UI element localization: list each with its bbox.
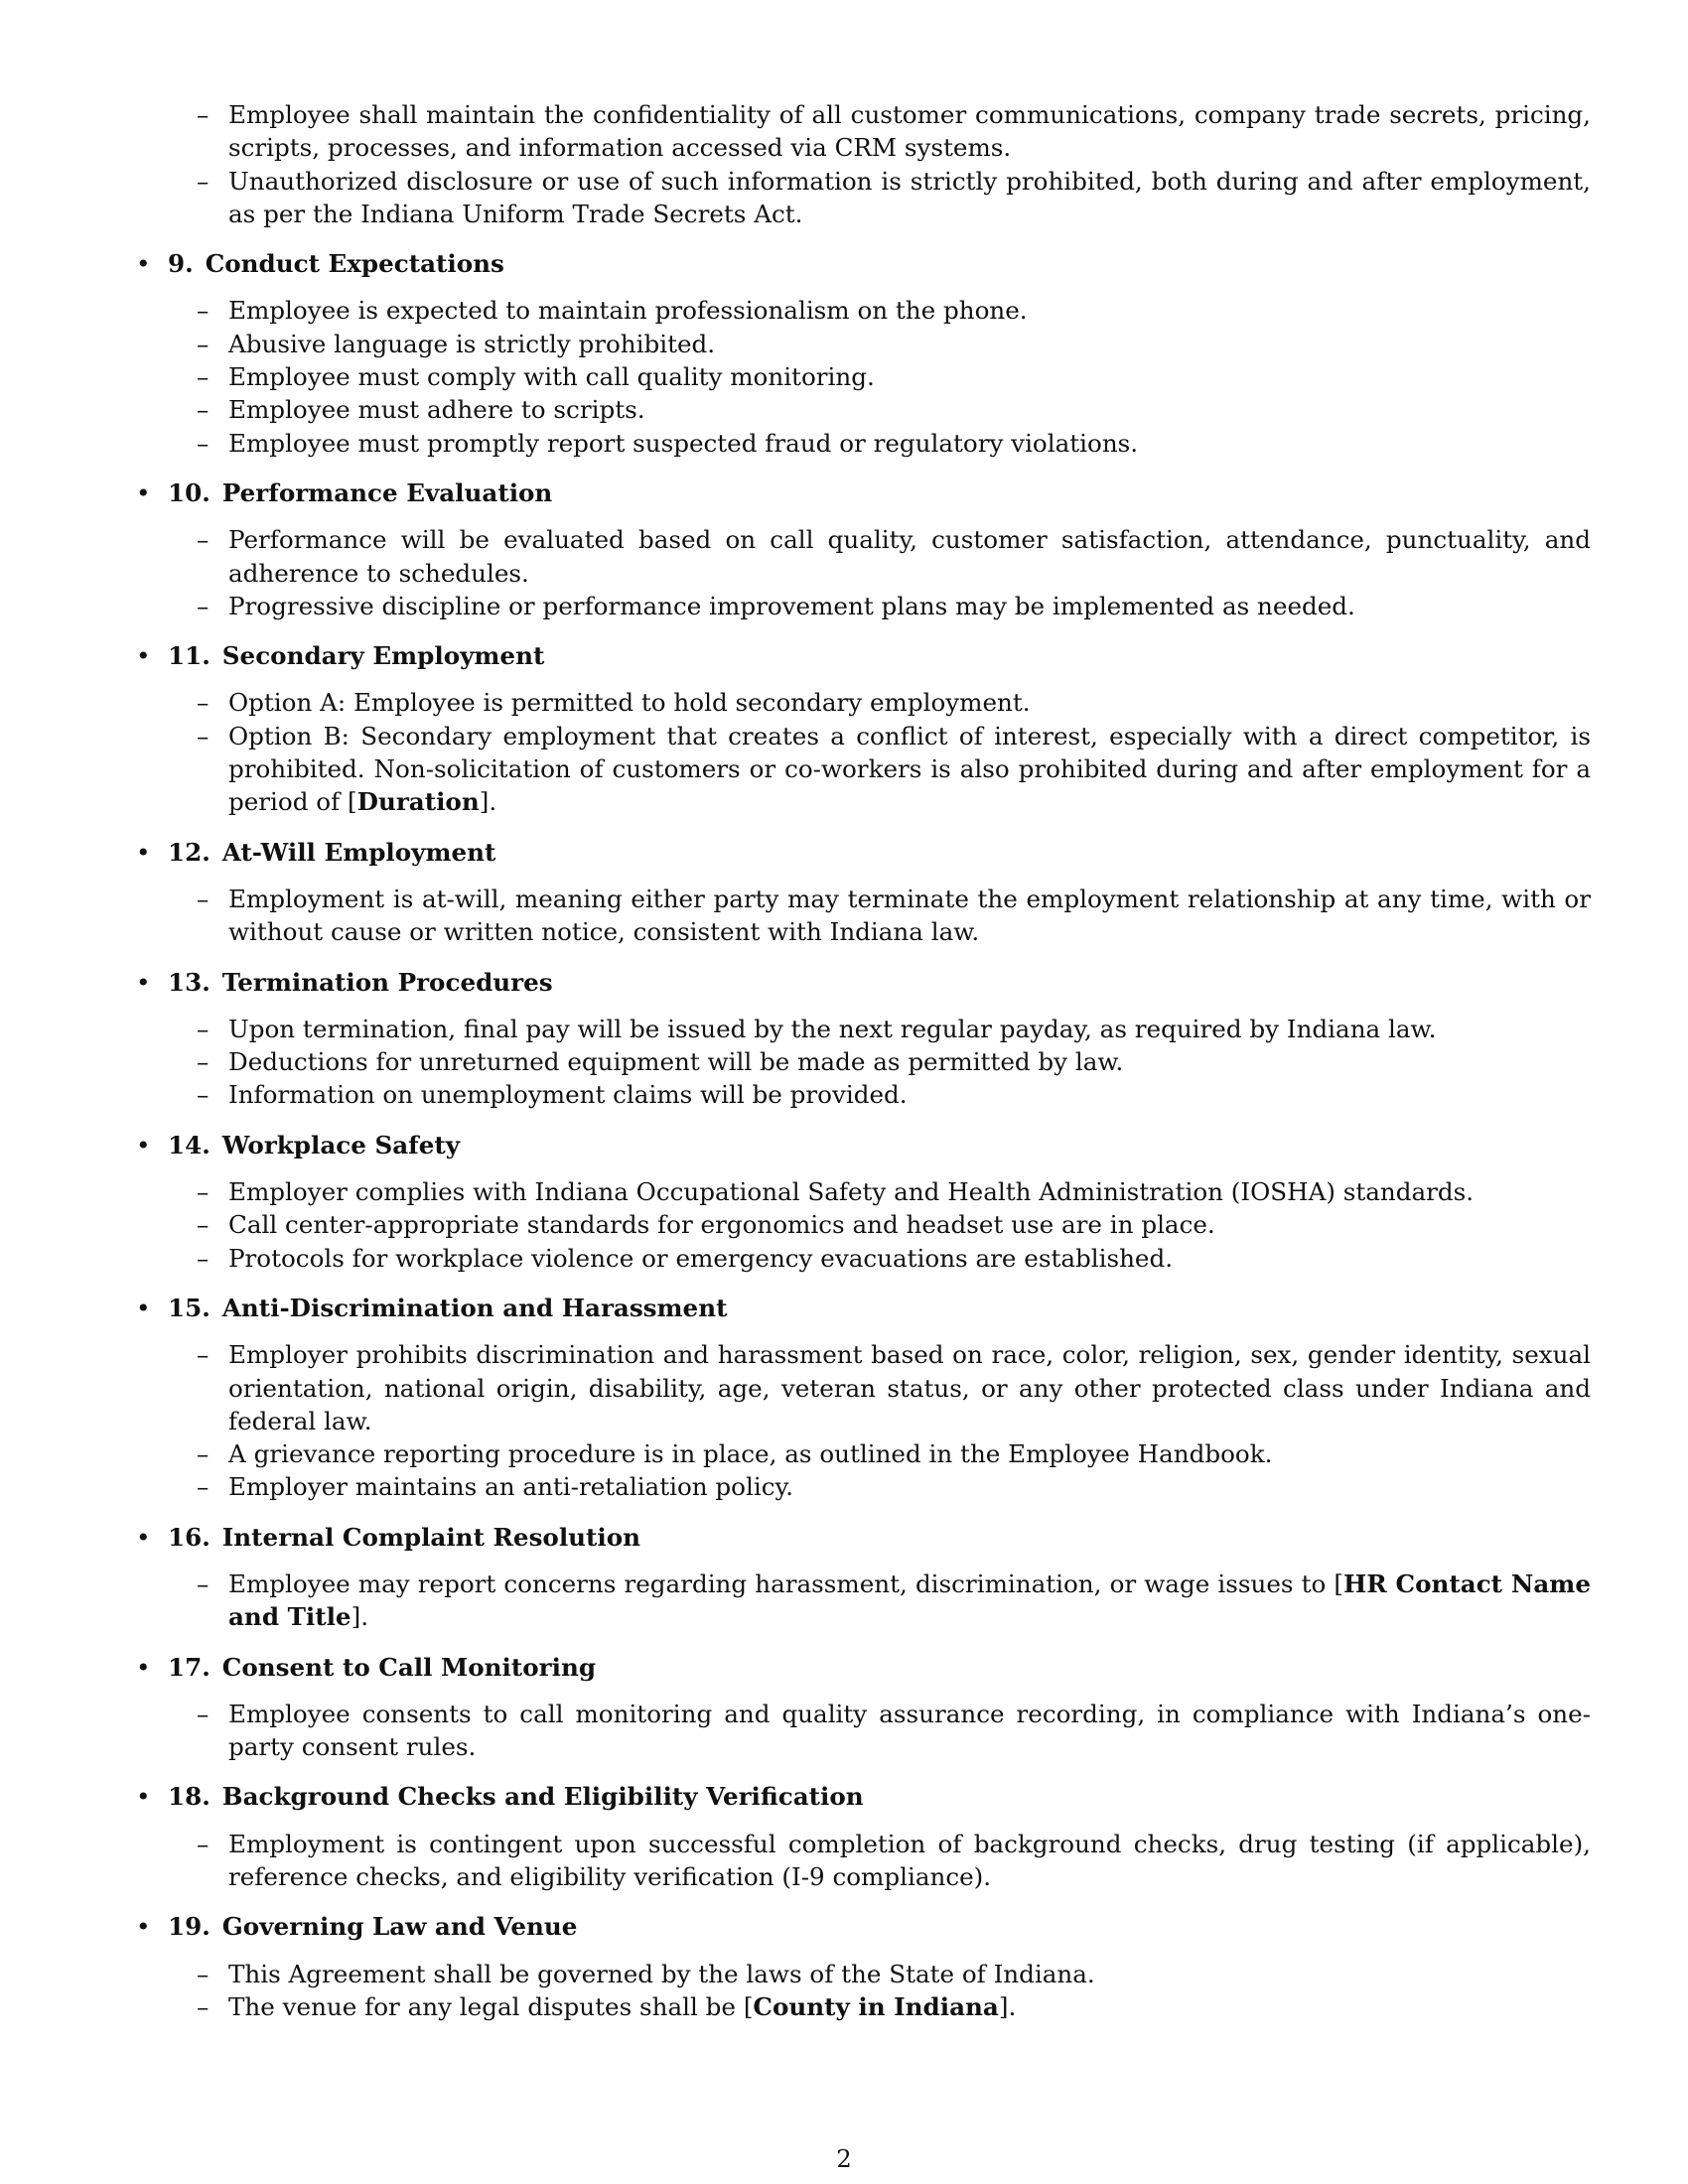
section-item-list <box>137 1175 1591 1275</box>
list-item <box>137 427 1591 460</box>
open-bracket: [ <box>1334 1569 1344 1598</box>
item-text: Upon termination, final pay will be issued by the next regular payday, as required by Indiana law. <box>228 1014 1437 1043</box>
bullet-marker: • <box>136 967 151 997</box>
list-item <box>137 165 1591 231</box>
list-item <box>137 98 1591 165</box>
section-title: Termination Procedures <box>221 967 553 997</box>
section-item-list <box>137 1013 1591 1112</box>
list-item <box>137 1175 1591 1208</box>
dash-marker: – <box>197 362 210 392</box>
dash-marker: – <box>197 1243 210 1273</box>
section-heading <box>137 966 1591 999</box>
section-number: 19. <box>168 1912 211 1942</box>
dash-marker: – <box>197 884 210 913</box>
item-text: Employee consents to call monitoring and quality assurance recording, in compliance with Indiana’s one-party consent rules. <box>228 1699 1591 1762</box>
item-text: Unauthorized disclosure or use of such information is strictly prohibited, both during and after employment, as per the Indiana Uniform Trade Secrets Act. <box>228 166 1591 228</box>
dash-marker: – <box>197 1340 210 1370</box>
section-item-list <box>137 294 1591 459</box>
page-number: 2 <box>836 2144 852 2173</box>
list-item <box>137 1990 1591 2023</box>
section <box>137 1780 1591 1893</box>
section-item-list <box>137 1338 1591 1503</box>
item-text: Employee must promptly report suspected fraud or regulatory violations. <box>228 428 1139 458</box>
section-heading <box>137 1521 1591 1554</box>
item-suffix: . <box>489 787 497 817</box>
section-title: Conduct Expectations <box>205 249 504 279</box>
section <box>137 836 1591 949</box>
section-number: 17. <box>168 1652 211 1682</box>
section-title: Workplace Safety <box>221 1130 461 1160</box>
item-text: Employee shall maintain the confidentiality of all customer communications, company trade secrets, pricing, scripts, processes, and information accessed via CRM systems. <box>228 100 1591 163</box>
section-number: 10. <box>168 478 211 507</box>
dash-marker: – <box>197 1959 210 1988</box>
section <box>137 1521 1591 1634</box>
dash-marker: – <box>197 329 210 358</box>
dash-marker: – <box>197 688 210 718</box>
list-item <box>137 1698 1591 1764</box>
section-item-list <box>137 523 1591 622</box>
section <box>137 966 1591 1112</box>
placeholder-field: HR Contact Name and Title <box>228 1569 1591 1632</box>
dash-marker: – <box>197 525 210 555</box>
section-heading <box>137 836 1591 869</box>
item-text: Protocols for workplace violence or emergency evacuations are established. <box>228 1243 1174 1273</box>
item-text: Performance will be evaluated based on call quality, customer satisfaction, attendance, punctuality, and adherence to schedules. <box>228 525 1591 588</box>
close-bracket: ] <box>479 787 490 817</box>
section-title: Consent to Call Monitoring <box>221 1652 597 1682</box>
section-heading <box>137 1651 1591 1684</box>
dash-marker: – <box>197 1014 210 1043</box>
bullet-marker: • <box>136 1522 151 1552</box>
section-item-list <box>137 883 1591 949</box>
item-text: A grievance reporting procedure is in place, as outlined in the Employee Handbook. <box>228 1439 1273 1469</box>
item-suffix: . <box>1008 1991 1017 2021</box>
dash-marker: – <box>197 721 210 751</box>
intro-item-list <box>137 98 1591 230</box>
dash-marker: – <box>197 428 210 458</box>
bullet-marker: • <box>136 1293 151 1322</box>
bullet-marker: • <box>136 1912 151 1942</box>
section-title: Secondary Employment <box>221 641 545 671</box>
list-item <box>137 1078 1591 1111</box>
item-suffix: . <box>360 1602 369 1632</box>
item-text: Employer complies with Indiana Occupational Safety and Health Administration (IOSHA) standards. <box>228 1177 1475 1207</box>
placeholder-field: County in Indiana <box>753 1991 999 2021</box>
close-bracket: ] <box>351 1602 361 1632</box>
item-text: Employee may report concerns regarding harassment, discrimination, or wage issues to <box>228 1569 1335 1598</box>
item-text: This Agreement shall be governed by the laws of the State of Indiana. <box>228 1959 1095 1988</box>
section-item-list <box>137 1698 1591 1764</box>
close-bracket: ] <box>998 1991 1009 2021</box>
section-list <box>137 247 1591 2023</box>
section-heading <box>137 1910 1591 1943</box>
item-text: Employment is contingent upon successful completion of background checks, drug testing (if applicable), reference checks, and eligibility verification (I-9 compliance). <box>228 1829 1591 1892</box>
section <box>137 639 1591 818</box>
section-title: Background Checks and Eligibility Verification <box>221 1782 864 1812</box>
dash-marker: – <box>197 1047 210 1077</box>
item-text: Option B: Secondary employment that creates a conflict of interest, especially with a direct competitor, is prohibited. Non-solicitation of customers or co-workers is also prohibited during and after employment for a period of <box>228 721 1591 817</box>
section-number: 18. <box>168 1782 211 1812</box>
section <box>137 477 1591 622</box>
item-text: Abusive language is strictly prohibited. <box>228 329 716 358</box>
section <box>137 1292 1591 1504</box>
list-item <box>137 1828 1591 1894</box>
section-title: Internal Complaint Resolution <box>221 1522 641 1552</box>
section-number: 15. <box>168 1293 211 1322</box>
dash-marker: – <box>197 100 210 129</box>
dash-marker: – <box>197 395 210 425</box>
section-number: 12. <box>168 837 211 867</box>
list-item <box>137 720 1591 819</box>
section-title: Performance Evaluation <box>221 478 553 507</box>
list-item <box>137 883 1591 949</box>
item-text: Progressive discipline or performance improvement plans may be implemented as needed. <box>228 591 1355 620</box>
section-number: 14. <box>168 1130 211 1160</box>
list-item <box>137 1208 1591 1241</box>
item-text: Employer maintains an anti-retaliation policy. <box>228 1472 793 1502</box>
section-heading <box>137 1292 1591 1324</box>
dash-marker: – <box>197 296 210 326</box>
dash-marker: – <box>197 1472 210 1502</box>
section-heading <box>137 477 1591 509</box>
list-item <box>137 1470 1591 1503</box>
section-title: At-Will Employment <box>221 837 496 867</box>
section-item-list <box>137 1568 1591 1634</box>
list-item <box>137 686 1591 719</box>
item-text: Call center-appropriate standards for ergonomics and headset use are in place. <box>228 1210 1215 1240</box>
dash-marker: – <box>197 1991 210 2021</box>
section-number: 11. <box>168 641 211 671</box>
list-item <box>137 294 1591 327</box>
item-text: Deductions for unreturned equipment will be made as permitted by law. <box>228 1047 1124 1077</box>
list-item <box>137 393 1591 426</box>
section <box>137 247 1591 460</box>
dash-marker: – <box>197 1177 210 1207</box>
item-text: Option A: Employee is permitted to hold secondary employment. <box>228 688 1031 718</box>
dash-marker: – <box>197 591 210 620</box>
section-title: Governing Law and Venue <box>221 1912 578 1942</box>
open-bracket: [ <box>348 787 357 817</box>
list-item <box>137 1338 1591 1437</box>
placeholder-field: Duration <box>356 787 480 817</box>
list-item <box>137 1958 1591 1990</box>
list-item <box>137 1568 1591 1634</box>
item-text: Employee must comply with call quality monitoring. <box>228 362 875 392</box>
section <box>137 1129 1591 1275</box>
bullet-marker: • <box>136 249 151 279</box>
dash-marker: – <box>197 166 210 196</box>
list-item <box>137 523 1591 590</box>
dash-marker: – <box>197 1080 210 1110</box>
bullet-marker: • <box>136 478 151 507</box>
section-number: 13. <box>168 967 211 997</box>
bullet-marker: • <box>136 837 151 867</box>
section-number: 9. <box>168 249 194 279</box>
section-item-list <box>137 1958 1591 2024</box>
section-heading <box>137 639 1591 672</box>
dash-marker: – <box>197 1210 210 1240</box>
bullet-marker: • <box>136 641 151 671</box>
section <box>137 1910 1591 2023</box>
bullet-marker: • <box>136 1782 151 1812</box>
list-item <box>137 1013 1591 1045</box>
dash-marker: – <box>197 1699 210 1728</box>
item-text: Employee must adhere to scripts. <box>228 395 645 425</box>
bullet-marker: • <box>136 1652 151 1682</box>
section-heading <box>137 1129 1591 1161</box>
dash-marker: – <box>197 1569 210 1598</box>
item-text: Employee is expected to maintain professionalism on the phone. <box>228 296 1028 326</box>
section-item-list <box>137 1828 1591 1894</box>
section <box>137 1651 1591 1764</box>
dash-marker: – <box>197 1829 210 1858</box>
list-item <box>137 360 1591 393</box>
section-heading <box>137 1780 1591 1813</box>
dash-marker: – <box>197 1439 210 1469</box>
bullet-marker: • <box>136 1130 151 1160</box>
item-text: Employer prohibits discrimination and harassment based on race, color, religion, sex, gender identity, sexual orientation, national origin, disability, age, veteran status, or any other protected class under Indiana and federal law. <box>228 1340 1591 1435</box>
item-text: The venue for any legal disputes shall be <box>228 1991 744 2021</box>
item-text: Information on unemployment claims will be provided. <box>228 1080 908 1110</box>
list-item <box>137 1242 1591 1275</box>
list-item <box>137 590 1591 622</box>
section-heading <box>137 247 1591 280</box>
list-item <box>137 328 1591 360</box>
list-item <box>137 1045 1591 1078</box>
document-body <box>137 98 1591 2023</box>
item-text: Employment is at-will, meaning either party may terminate the employment relationship at any time, with or without cause or written notice, consistent with Indiana law. <box>228 884 1591 947</box>
section-item-list <box>137 686 1591 818</box>
list-item <box>137 1437 1591 1470</box>
open-bracket: [ <box>743 1991 754 2021</box>
section-number: 16. <box>168 1522 211 1552</box>
section-title: Anti-Discrimination and Harassment <box>221 1293 728 1322</box>
